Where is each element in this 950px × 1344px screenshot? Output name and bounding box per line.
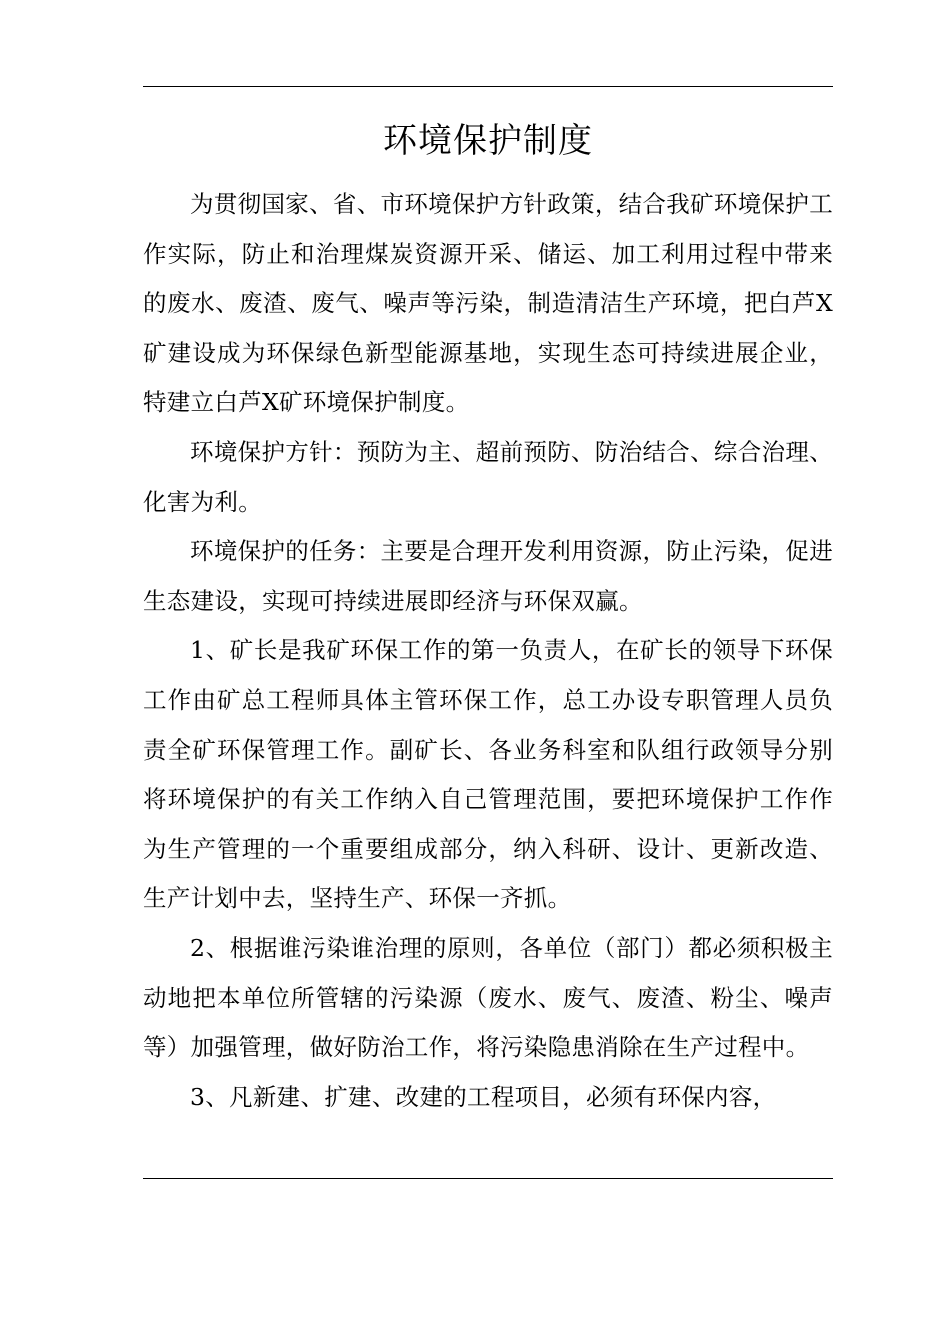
paragraph-policy: 环境保护方针：预防为主、超前预防、防治结合、综合治理、化害为利。 [143,437,833,516]
header-rule [143,86,833,87]
document-body [143,180,833,1122]
paragraph-item-2: 2、根据谁污染谁治理的原则，各单位（部门）都必须积极主动地把本单位所管辖的污染源（废水、废气、废渣、粉尘、噪声等）加强管理，做好防治工作，将污染隐患消除在生产过程中。 [143,933,833,1062]
paragraph-task: 环境保护的任务：主要是合理开发利用资源，防止污染，促进生态建设，实现可持续进展即经济与环保双赢。 [143,537,833,615]
paragraph-item-3: 3、凡新建、扩建、改建的工程项目，必须有环保内容， [190,1082,777,1111]
document-title: 环境保护制度 [383,121,593,161]
footer-rule [143,1178,833,1179]
paragraph-intro: 为贯彻国家、省、市环境保护方针政策，结合我矿环境保护工作实际，防止和治理煤炭资源开采、储运、加工利用过程中带来的废水、废渣、废气、噪声等污染，制造清洁生产环境，把白芦X矿建设成为环保绿色新型能源基地，实现生态可持续进展企业，特建立白芦X矿环境保护制度。 [143,190,833,417]
paragraph-item-1: 1、矿长是我矿环保工作的第一负责人，在矿长的领导下环保工作由矿总工程师具体主管环保工作，总工办设专职管理人员负责全矿环保管理工作。副矿长、各业务科室和队组行政领导分别将环境保护的有关工作纳入自己管理范围，要把环境保护工作作为生产管理的一个重要组成部分，纳入科研、设计、更新改造、生产计划中去，坚持生产、环保一齐抓。 [143,636,833,913]
